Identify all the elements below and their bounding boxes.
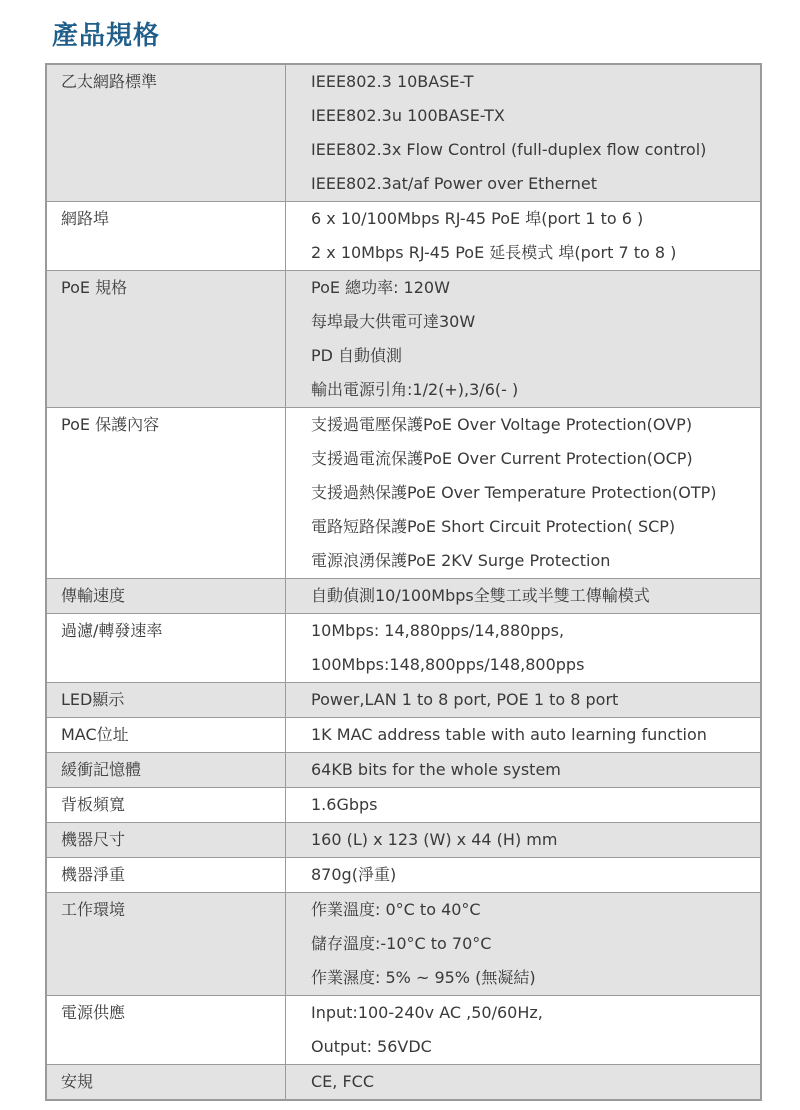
spec-value-line: 6 x 10/100Mbps RJ-45 PoE 埠(port 1 to 6 ) — [311, 209, 644, 228]
spec-row — [46, 1065, 761, 1101]
spec-value-line: IEEE802.3x Flow Control (full-duplex flow control) — [311, 140, 707, 159]
spec-value — [286, 683, 762, 718]
spec-value-line: IEEE802.3at/af Power over Ethernet — [311, 174, 597, 193]
spec-row — [46, 64, 761, 202]
spec-value — [286, 1065, 762, 1101]
spec-value-line: 儲存溫度:-10°C to 70°C — [311, 934, 492, 953]
spec-value-line: 作業溫度: 0°C to 40°C — [311, 900, 481, 919]
spec-value-line: Output: 56VDC — [311, 1037, 432, 1056]
spec-value — [286, 753, 762, 788]
spec-value — [286, 823, 762, 858]
spec-value — [286, 202, 762, 271]
spec-label: 電源供應 — [46, 996, 286, 1065]
spec-row — [46, 614, 761, 683]
spec-row — [46, 858, 761, 893]
spec-value-line: 支援過電壓保護PoE Over Voltage Protection(OVP) — [311, 415, 693, 434]
spec-value-line: 電路短路保護PoE Short Circuit Protection( SCP) — [311, 517, 676, 536]
spec-value — [286, 788, 762, 823]
spec-row — [46, 996, 761, 1065]
spec-row — [46, 788, 761, 823]
spec-label: MAC位址 — [46, 718, 286, 753]
spec-value-line: 160 (L) x 123 (W) x 44 (H) mm — [311, 830, 558, 849]
spec-value-line: 2 x 10Mbps RJ-45 PoE 延長模式 埠(port 7 to 8 ) — [311, 243, 677, 262]
spec-label: LED顯示 — [46, 683, 286, 718]
spec-row — [46, 823, 761, 858]
spec-value-line: 每埠最大供電可達30W — [311, 312, 476, 331]
spec-value-line: 10Mbps: 14,880pps/14,880pps, — [311, 621, 565, 640]
spec-row — [46, 202, 761, 271]
spec-value — [286, 408, 762, 579]
spec-value-line: Power,LAN 1 to 8 port, POE 1 to 8 port — [311, 690, 619, 709]
spec-value-line: 1K MAC address table with auto learning function — [311, 725, 707, 744]
spec-row — [46, 753, 761, 788]
spec-label: 工作環境 — [46, 893, 286, 996]
spec-value-line: IEEE802.3u 100BASE-TX — [311, 106, 505, 125]
spec-value — [286, 893, 762, 996]
spec-row — [46, 271, 761, 408]
spec-label: 機器淨重 — [46, 858, 286, 893]
spec-row — [46, 683, 761, 718]
spec-value — [286, 996, 762, 1065]
spec-value-line: 100Mbps:148,800pps/148,800pps — [311, 655, 585, 674]
spec-value — [286, 718, 762, 753]
spec-value-line: 自動偵測10/100Mbps全雙工或半雙工傳輸模式 — [311, 586, 650, 605]
spec-value-line: PoE 總功率: 120W — [311, 278, 450, 297]
page-title: 產品規格 — [52, 21, 161, 51]
spec-value — [286, 858, 762, 893]
spec-row — [46, 718, 761, 753]
spec-table-body — [46, 64, 761, 1100]
spec-value-line: 支援過熱保護PoE Over Temperature Protection(OTP) — [311, 483, 717, 502]
spec-label: PoE 保護內容 — [46, 408, 286, 579]
spec-value-line: 64KB bits for the whole system — [311, 760, 561, 779]
spec-value-line: PD 自動偵測 — [311, 346, 403, 365]
spec-value-line: 作業濕度: 5% ~ 95% (無凝結) — [311, 968, 536, 987]
spec-row — [46, 408, 761, 579]
spec-value-line: Input:100-240v AC ,50/60Hz, — [311, 1003, 543, 1022]
spec-label: 乙太網路標準 — [46, 64, 286, 202]
spec-value — [286, 64, 762, 202]
spec-value — [286, 614, 762, 683]
spec-value-line: 支援過電流保護PoE Over Current Protection(OCP) — [311, 449, 693, 468]
spec-value-line: 輸出電源引角:1/2(+),3/6(- ) — [311, 380, 519, 399]
spec-value-line: 電源浪湧保護PoE 2KV Surge Protection — [311, 551, 611, 570]
spec-label: 過濾/轉發速率 — [46, 614, 286, 683]
spec-label: 傳輸速度 — [46, 579, 286, 614]
spec-row — [46, 579, 761, 614]
spec-label: 網路埠 — [46, 202, 286, 271]
spec-label: 背板頻寬 — [46, 788, 286, 823]
spec-value-line: 1.6Gbps — [311, 795, 378, 814]
spec-table — [45, 63, 762, 1101]
spec-label: 機器尺寸 — [46, 823, 286, 858]
spec-label: 緩衝記憶體 — [46, 753, 286, 788]
spec-value-line: IEEE802.3 10BASE-T — [311, 72, 474, 91]
spec-value-line: CE, FCC — [311, 1072, 374, 1091]
spec-label: 安規 — [46, 1065, 286, 1101]
spec-value — [286, 579, 762, 614]
spec-value — [286, 271, 762, 408]
spec-row — [46, 893, 761, 996]
spec-value-line: 870g(淨重) — [311, 865, 397, 884]
spec-label: PoE 規格 — [46, 271, 286, 408]
